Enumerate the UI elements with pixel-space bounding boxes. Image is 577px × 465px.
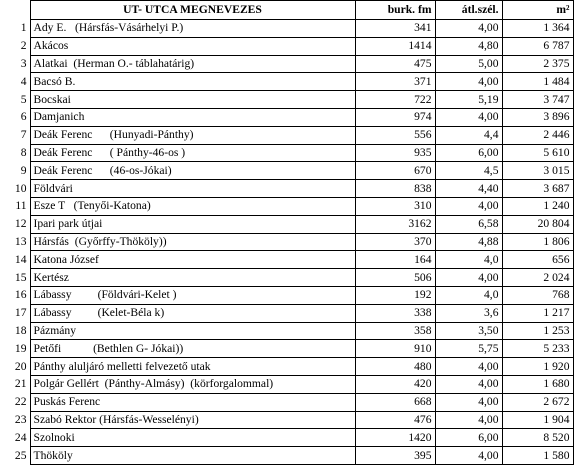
street-name: Pánthy aluljáró melletti felvezető utak bbox=[30, 358, 355, 376]
paved-length: 935 bbox=[355, 144, 435, 162]
area: 1 580 bbox=[502, 447, 573, 465]
avg-width: 4,5 bbox=[435, 162, 502, 180]
avg-width: 5,75 bbox=[435, 340, 502, 358]
paved-length: 1420 bbox=[355, 429, 435, 447]
table-row bbox=[0, 144, 573, 162]
row-index: 17 bbox=[14, 306, 27, 320]
paved-length: 974 bbox=[355, 108, 435, 126]
area: 1 217 bbox=[502, 304, 573, 322]
avg-width: 6,00 bbox=[435, 429, 502, 447]
header-index bbox=[0, 1, 30, 20]
avg-width: 4,4 bbox=[435, 126, 502, 144]
area: 768 bbox=[502, 286, 573, 304]
row-index: 25 bbox=[14, 448, 27, 462]
row-index: 24 bbox=[14, 430, 27, 444]
row-index: 21 bbox=[14, 377, 27, 391]
street-name: Polgár Gellért (Pánthy-Almásy) (körforgalommal) bbox=[30, 375, 355, 393]
avg-width: 4,00 bbox=[435, 108, 502, 126]
table-row bbox=[0, 180, 573, 198]
paved-length: 668 bbox=[355, 393, 435, 411]
row-index: 13 bbox=[14, 234, 27, 248]
area: 8 520 bbox=[502, 429, 573, 447]
row-index: 12 bbox=[14, 217, 27, 231]
row-index: 8 bbox=[20, 145, 27, 159]
table-row bbox=[0, 304, 573, 322]
paved-length: 475 bbox=[355, 55, 435, 73]
row-index: 14 bbox=[14, 252, 27, 266]
paved-length: 722 bbox=[355, 91, 435, 109]
paved-length: 3162 bbox=[355, 215, 435, 233]
avg-width: 5,00 bbox=[435, 55, 502, 73]
table-row bbox=[0, 251, 573, 269]
table-row bbox=[0, 340, 573, 358]
table-row bbox=[0, 269, 573, 287]
row-index: 6 bbox=[20, 110, 27, 124]
avg-width: 3,6 bbox=[435, 304, 502, 322]
street-name: Katona József bbox=[30, 251, 355, 269]
avg-width: 4,00 bbox=[435, 411, 502, 429]
row-index: 4 bbox=[20, 74, 27, 88]
area: 1 240 bbox=[502, 197, 573, 215]
street-name: Ipari park útjai bbox=[30, 215, 355, 233]
table-row bbox=[0, 126, 573, 144]
row-index: 11 bbox=[15, 199, 27, 213]
avg-width: 4,00 bbox=[435, 375, 502, 393]
street-name: Puskás Ferenc bbox=[30, 393, 355, 411]
avg-width: 4,88 bbox=[435, 233, 502, 251]
table-row bbox=[0, 20, 573, 38]
row-index: 20 bbox=[14, 359, 27, 373]
row-index: 18 bbox=[14, 323, 27, 337]
table-row bbox=[0, 393, 573, 411]
table-row bbox=[0, 162, 573, 180]
avg-width: 4,00 bbox=[435, 20, 502, 38]
header-street-name: UT- UTCA MEGNEVEZES bbox=[30, 1, 355, 20]
header-paved-length: burk. fm bbox=[355, 1, 435, 20]
street-name: Deák Ferenc (46-os-Jókai) bbox=[30, 162, 355, 180]
table-row bbox=[0, 286, 573, 304]
area: 5 610 bbox=[502, 144, 573, 162]
avg-width: 4,00 bbox=[435, 447, 502, 465]
paved-length: 192 bbox=[355, 286, 435, 304]
area: 3 015 bbox=[502, 162, 573, 180]
paved-length: 395 bbox=[355, 447, 435, 465]
paved-length: 338 bbox=[355, 304, 435, 322]
avg-width: 4,00 bbox=[435, 358, 502, 376]
row-index: 19 bbox=[14, 341, 27, 355]
table-row bbox=[0, 447, 573, 465]
row-index: 22 bbox=[14, 395, 27, 409]
street-name: Lábassy (Földvári-Kelet ) bbox=[30, 286, 355, 304]
area: 2 446 bbox=[502, 126, 573, 144]
header-row bbox=[0, 1, 573, 20]
table-body bbox=[0, 20, 573, 465]
street-name: Szolnoki bbox=[30, 429, 355, 447]
street-name: Esze T (Tenyői-Katona) bbox=[30, 197, 355, 215]
avg-width: 4,0 bbox=[435, 251, 502, 269]
paved-length: 670 bbox=[355, 162, 435, 180]
street-name: Pázmány bbox=[30, 322, 355, 340]
row-index: 7 bbox=[20, 128, 27, 142]
row-index: 10 bbox=[14, 181, 27, 195]
row-index: 1 bbox=[20, 21, 27, 35]
street-name: Alatkai (Herman O.- táblahatárig) bbox=[30, 55, 355, 73]
area: 1 920 bbox=[502, 358, 573, 376]
area: 20 804 bbox=[502, 215, 573, 233]
paved-length: 370 bbox=[355, 233, 435, 251]
row-index: 15 bbox=[14, 270, 27, 284]
avg-width: 6,00 bbox=[435, 144, 502, 162]
paved-length: 506 bbox=[355, 269, 435, 287]
avg-width: 6,58 bbox=[435, 215, 502, 233]
street-name: Deák Ferenc (Hunyadi-Pánthy) bbox=[30, 126, 355, 144]
header-area: m² bbox=[502, 1, 573, 20]
area: 5 233 bbox=[502, 340, 573, 358]
street-name: Szabó Rektor (Hársfás-Wesselényi) bbox=[30, 411, 355, 429]
area: 2 024 bbox=[502, 269, 573, 287]
street-name: Petőfi (Bethlen G- Jókai)) bbox=[30, 340, 355, 358]
paved-length: 556 bbox=[355, 126, 435, 144]
street-name: Bocskai bbox=[30, 91, 355, 109]
table-row bbox=[0, 375, 573, 393]
street-name: Földvári bbox=[30, 180, 355, 198]
area: 2 375 bbox=[502, 55, 573, 73]
avg-width: 4,40 bbox=[435, 180, 502, 198]
table-row bbox=[0, 322, 573, 340]
paved-length: 371 bbox=[355, 73, 435, 91]
area: 656 bbox=[502, 251, 573, 269]
area: 1 680 bbox=[502, 375, 573, 393]
area: 1 253 bbox=[502, 322, 573, 340]
table-row bbox=[0, 108, 573, 126]
row-index: 2 bbox=[20, 39, 27, 53]
avg-width: 4,00 bbox=[435, 393, 502, 411]
row-index: 3 bbox=[20, 56, 27, 70]
row-index: 23 bbox=[14, 412, 27, 426]
table-row bbox=[0, 233, 573, 251]
area: 1 904 bbox=[502, 411, 573, 429]
avg-width: 4,0 bbox=[435, 286, 502, 304]
row-index: 9 bbox=[20, 163, 27, 177]
area: 1 806 bbox=[502, 233, 573, 251]
avg-width: 5,19 bbox=[435, 91, 502, 109]
paved-length: 164 bbox=[355, 251, 435, 269]
street-name: Damjanich bbox=[30, 108, 355, 126]
paved-length: 420 bbox=[355, 375, 435, 393]
area: 1 484 bbox=[502, 73, 573, 91]
street-name: Bacsó B. bbox=[30, 73, 355, 91]
avg-width: 4,00 bbox=[435, 73, 502, 91]
area: 3 896 bbox=[502, 108, 573, 126]
paved-length: 1414 bbox=[355, 37, 435, 55]
table-row bbox=[0, 197, 573, 215]
area: 6 787 bbox=[502, 37, 573, 55]
street-name: Kertész bbox=[30, 269, 355, 287]
paved-length: 838 bbox=[355, 180, 435, 198]
area: 2 672 bbox=[502, 393, 573, 411]
table-row bbox=[0, 358, 573, 376]
table-row bbox=[0, 55, 573, 73]
avg-width: 4,00 bbox=[435, 197, 502, 215]
table-row bbox=[0, 37, 573, 55]
table-row bbox=[0, 91, 573, 109]
street-name: Thököly bbox=[30, 447, 355, 465]
paved-length: 358 bbox=[355, 322, 435, 340]
paved-length: 341 bbox=[355, 20, 435, 38]
paved-length: 476 bbox=[355, 411, 435, 429]
street-name: Ady E. (Hársfás-Vásárhelyi P.) bbox=[30, 20, 355, 38]
area: 1 364 bbox=[502, 20, 573, 38]
area: 3 747 bbox=[502, 91, 573, 109]
row-index: 5 bbox=[20, 92, 27, 106]
paved-length: 480 bbox=[355, 358, 435, 376]
street-name: Hársfás (Győrffy-Thököly)) bbox=[30, 233, 355, 251]
avg-width: 3,50 bbox=[435, 322, 502, 340]
area: 3 687 bbox=[502, 180, 573, 198]
table-row bbox=[0, 215, 573, 233]
street-name: Lábassy (Kelet-Béla k) bbox=[30, 304, 355, 322]
table-row bbox=[0, 429, 573, 447]
paved-length: 910 bbox=[355, 340, 435, 358]
street-name: Akácos bbox=[30, 37, 355, 55]
table-row bbox=[0, 73, 573, 91]
paved-length: 310 bbox=[355, 197, 435, 215]
row-index: 16 bbox=[14, 288, 27, 302]
header-avg-width: átl.szél. bbox=[435, 1, 502, 20]
avg-width: 4,00 bbox=[435, 269, 502, 287]
avg-width: 4,80 bbox=[435, 37, 502, 55]
street-name: Deák Ferenc ( Pánthy-46-os ) bbox=[30, 144, 355, 162]
table-row bbox=[0, 411, 573, 429]
